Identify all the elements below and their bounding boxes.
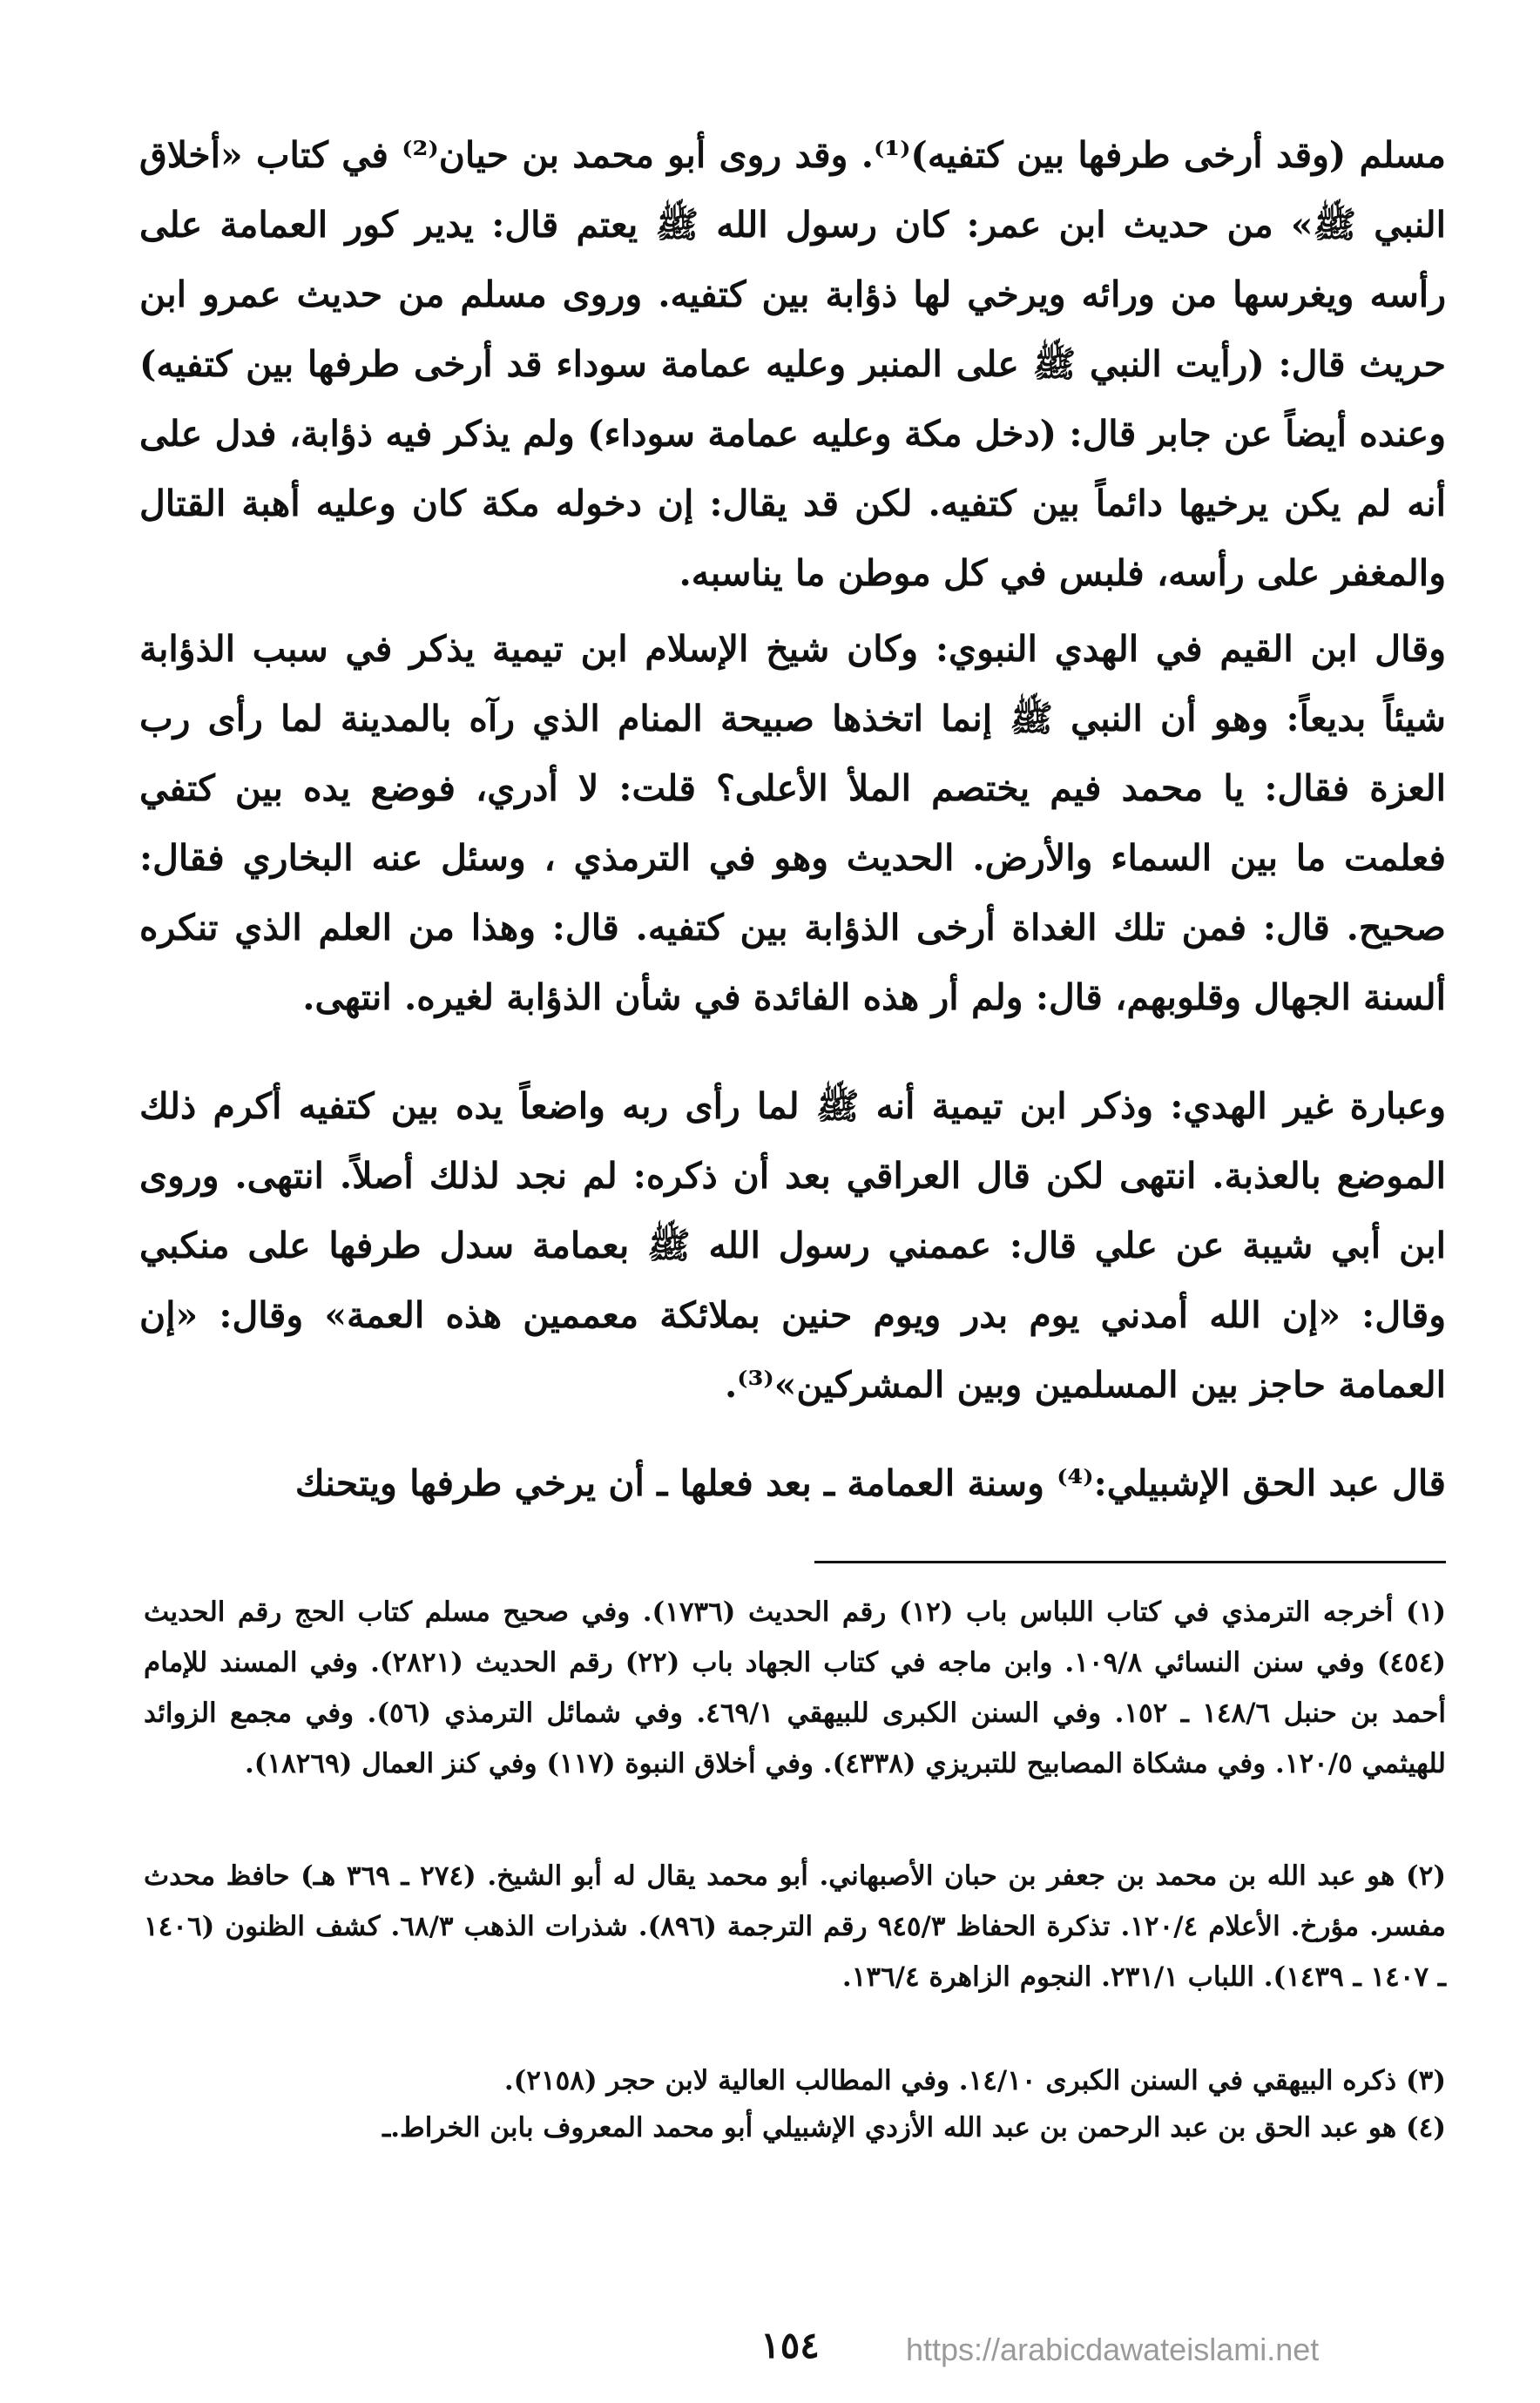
paragraph: مسلم (وقد أرخى طرفها بين كتفيه)⁽¹⁾. وقد روى أبو محمد بن حيان⁽²⁾ في كتاب «أخلاق النبي ﷺ» من حديث ابن عمر: كان رسول الله ﷺ يعتم قال: يدير كور العمامة على رأسه ويغرسها من ورائه ويرخي لها ذؤابة بين كتفيه. وروى مسلم من حديث عمرو ابن حريث قال: (رأيت النبي ﷺ على المنبر وعليه عمامة سوداء قد أرخى طرفها بين كتفيه) وعنده أيضاً عن جابر قال: (دخل مكة وعليه عمامة سوداء) ولم يذكر فيه ذؤابة، فدل على أنه لم يكن يرخيها دائماً بين كتفيه. لكن قد يقال: إن دخوله مكة كان وعليه أهبة القتال والمغفر على رأسه، فلبس في كل موطن ما يناسبه. — [139, 134, 1446, 594]
paragraph: وقال ابن القيم في الهدي النبوي: وكان شيخ الإسلام ابن تيمية يذكر في سبب الذؤابة شيئاً بديعاً: وهو أن النبي ﷺ إنما اتخذها صبيحة المنام الذي رآه بالمدينة لما رأى رب العزة فقال: يا محمد فيم يختصم الملأ الأعلى؟ قلت: لا أدري، فوضع يده بين كتفي فعلمت ما بين السماء والأرض. الحديث وهو في الترمذي ، وسئل عنه البخاري فقال: صحيح. قال: فمن تلك الغداة أرخى الذؤابة بين كتفيه. قال: وهذا من العلم الذي تنكره ألسنة الجهال وقلوبهم، قال: ولم أر هذه الفائدة في شأن الذؤابة لغيره. انتهى. — [139, 628, 1446, 1018]
footnotes — [144, 2055, 1446, 2106]
main-text — [139, 1071, 1446, 1420]
paragraph: وعبارة غير الهدي: وذكر ابن تيمية أنه ﷺ لما رأى ربه واضعاً يده بين كتفيه أكرم ذلك الموضع بالعذبة. انتهى لكن قال العراقي بعد أن ذكره: لم نجد لذلك أصلاً. انتهى. وروى ابن أبي شيبة عن علي قال: عممني رسول الله ﷺ بعمامة سدل طرفها على منكبي وقال: «إن الله أمدني يوم بدر ويوم حنين بملائكة معممين هذه العمة» وقال: «إن العمامة حاجز بين المسلمين وبين المشركين»⁽³⁾. — [139, 1085, 1446, 1406]
main-text — [139, 614, 1446, 1032]
footnotes — [144, 1587, 1446, 1789]
footnote: (١) أخرجه الترمذي في كتاب اللباس باب (١٢) رقم الحديث (١٧٣٦). وفي صحيح مسلم كتاب الحج رقم الحديث (٤٥٤) وفي سنن النسائي ١٠٩/٨. وابن ماجه في كتاب الجهاد باب (٢٢) رقم الحديث (٢٨٢١). وفي المسند للإمام أحمد بن حنبل ١٤٨/٦ ـ ١٥٢. وفي السنن الكبرى للبيهقي ٤٦٩/١. وفي شمائل الترمذي (٥٦). وفي مجمع الزوائد للهيثمي ١٢٠/٥. وفي مشكاة المصابيح للتبريزي (٤٣٣٨). وفي أخلاق النبوة (١١٧) وفي كنز العمال (١٨٢٦٩). — [144, 1596, 1447, 1779]
main-text — [139, 120, 1446, 608]
footnote: (٤) هو عبد الحق بن عبد الرحمن بن عبد الله الأزدي الإشبيلي أبو محمد المعروف بابن الخراط.ـ — [382, 2112, 1446, 2143]
footnote: (٢) هو عبد الله بن محمد بن جعفر بن حبان الأصبهاني. أبو محمد يقال له أبو الشيخ. (٢٧٤ ـ ٣٦٩ هـ) حافظ محدث مفسر. مؤرخ. الأعلام ١٢٠/٤. تذكرة الحفاظ ٩٤٥/٣ رقم الترجمة (٨٩٦). شذرات الذهب ٦٨/٣. كشف الظنون (١٤٠٦ ـ ١٤٠٧ ـ ١٤٣٩). اللباب ٢٣١/١. النجوم الزاهرة ١٣٦/٤. — [144, 1860, 1447, 1993]
footnote: (٣) ذكره البيهقي في السنن الكبرى ١٤/١٠. وفي المطالب العالية لابن حجر (٢١٥٨). — [503, 2065, 1446, 2096]
footnote-divider — [814, 1561, 1446, 1563]
paragraph: قال عبد الحق الإشبيلي:⁽⁴⁾ وسنة العمامة ـ بعد فعلها ـ أن يرخي طرفها ويتحنك — [294, 1462, 1446, 1504]
page-number: ١٥٤ — [760, 2324, 820, 2366]
footnotes — [144, 2103, 1446, 2153]
watermark-url: https://arabicdawateislami.net — [906, 2332, 1320, 2367]
footnotes — [144, 1851, 1446, 2002]
main-text — [139, 1448, 1446, 1518]
